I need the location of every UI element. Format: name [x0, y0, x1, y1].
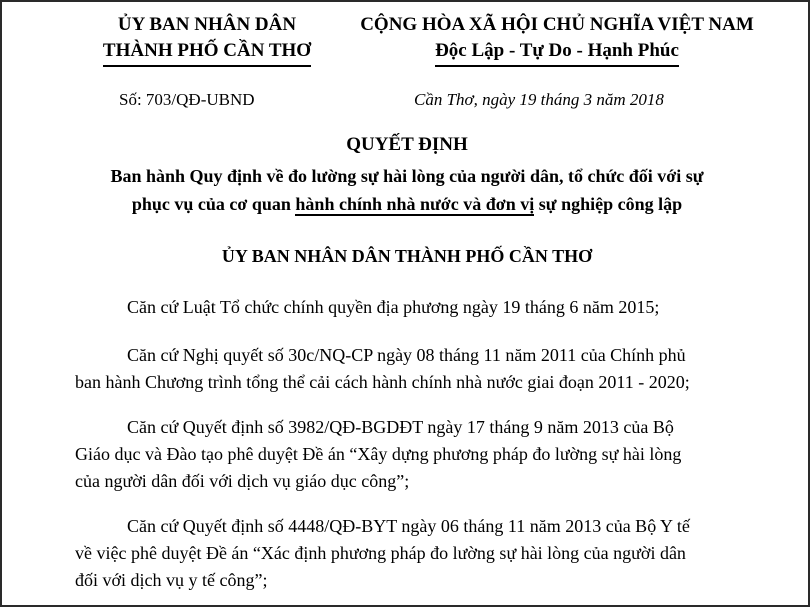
paragraph-line: ban hành Chương trình tổng thể cải cách hành chính nhà nước giai đoạn 2011 - 2020;: [75, 372, 690, 392]
national-motto: Độc Lập - Tự Do - Hạnh Phúc: [435, 38, 679, 67]
subtitle-line2-underlined: hành chính nhà nước và đơn vị: [295, 194, 535, 214]
subtitle-line2-part3: sự nghiệp công lập: [534, 194, 683, 214]
subtitle-line1: Ban hành Quy định về đo lường sự hài lòng của người dân, tổ chức đối với sự: [110, 166, 704, 186]
paragraph-line: Giáo dục và Đào tạo phê duyệt Đề án “Xây dựng phương pháp đo lường sự hài lòng: [75, 444, 682, 464]
place-and-date: Cần Thơ, ngày 19 tháng 3 năm 2018: [414, 90, 664, 109]
national-motto-wrap: [337, 38, 777, 67]
legal-basis-paragraph: [75, 414, 765, 495]
issuing-authority-line2: THÀNH PHỐ CẦN THƠ: [103, 38, 311, 67]
national-title: CỘNG HÒA XÃ HỘI CHỦ NGHĨA VIỆT NAM: [360, 14, 754, 35]
authority-heading: ỦY BAN NHÂN DÂN THÀNH PHỐ CẦN THƠ: [221, 246, 593, 266]
paragraph-line: Căn cứ Luật Tổ chức chính quyền địa phương ngày 19 tháng 6 năm 2015;: [127, 297, 660, 317]
document-number: Số: 703/QĐ-UBND: [119, 90, 255, 109]
document-subtitle: [62, 162, 752, 218]
issuing-authority-header: [92, 12, 322, 67]
paragraph-line: Căn cứ Nghị quyết số 30c/NQ-CP ngày 08 tháng 11 năm 2011 của Chính phủ: [127, 345, 686, 365]
legal-basis-paragraph: [75, 342, 765, 396]
subtitle-line2: [62, 190, 752, 218]
issuing-authority-line2-wrap: [92, 38, 322, 67]
paragraph-line: về việc phê duyệt Đề án “Xác định phương pháp đo lường sự hài lòng của người dân: [75, 543, 686, 563]
document-title: QUYẾT ĐỊNH: [346, 134, 468, 155]
national-header: [337, 12, 777, 67]
document-page: [2, 2, 810, 607]
issuing-authority-line1: ỦY BAN NHÂN DÂN: [117, 14, 297, 35]
paragraph-line: của người dân đối với dịch vụ giáo dục công”;: [75, 471, 410, 491]
legal-basis-paragraph: [75, 294, 765, 321]
subtitle-line2-part1: phục vụ của cơ quan: [131, 194, 296, 214]
paragraph-line: Căn cứ Quyết định số 3982/QĐ-BGDĐT ngày 17 tháng 9 năm 2013 của Bộ: [127, 417, 674, 437]
legal-basis-paragraph: [75, 513, 765, 594]
paragraph-line: đối với dịch vụ y tế công”;: [75, 570, 268, 590]
paragraph-line: Căn cứ Quyết định số 4448/QĐ-BYT ngày 06 tháng 11 năm 2013 của Bộ Y tế: [127, 516, 690, 536]
